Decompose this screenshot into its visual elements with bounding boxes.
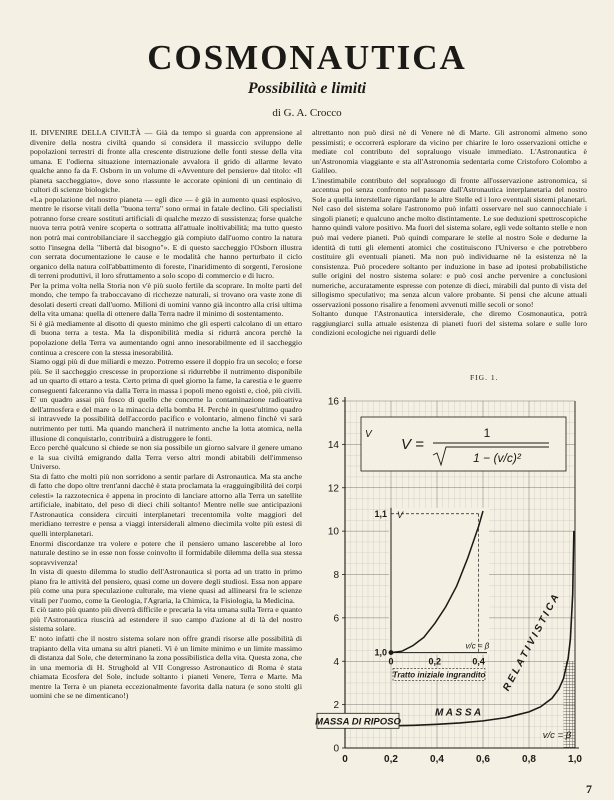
paragraph: L'inestimabile contributo del sopraluogo di fronte all'osservazione astronomica, si accentua poi senza confronto nel passare dall'Astronautica interplanetaria del nostro Sole a quella interstellare riguardante le altre Stelle ed i loro eventuali sistemi planetari. Nel caso del sistema solare l'astronomo può infatti osservare nel suo cannocchiale i singoli pianeti; e qualcuno anche molto distintamente. Le sue deduzioni spettroscopiche hanno quindi valore positivo. Ma fuori del sistema solare, egli vede soltanto stelle e non può mai vedere pianeti. Può quindi comparare le stelle al nostro Sole e dedurne la identità di tutti gli elementi atomici che costituiscono l'Universo e che potrebbero costituire gli eventuali pianeti. Ma non può individuarne nè la esistenza nè la consistenza. Può procedere soltanto per induzione in base ad ipotesi probabilistiche sulle origini del nostro sistema solare: e può così anche pervenire a conclusioni numeriche, accuratamente espresse con potenze di dieci, mirabili dal punto di vista del sillogismo speculativo; ma senza alcun valore probante. Si pensi che alcune attuali osservazioni possono risalire a fenomeni avvenuti mille secoli or sono! — [312, 175, 587, 309]
inset-x-tick-label: 0 — [388, 656, 394, 667]
figure-label: FIG. 1. — [470, 373, 499, 382]
x-tick-label: 0,4 — [430, 754, 444, 765]
paragraph: E' noto infatti che il nostro sistema solare non offre grandi risorse alle possibilità di trapianto della vita umana su altri pianeti. Vi è un limite minimo e un limite massimo di distanza dal Sole, che determinano la zona possibilistica della vita. Questa zona, che in una memoria di H. Strughold al VII Congresso Astronautico di Roma è stata chiamata Ecosfera del Sole, include soltanto i pianeti Venere, Terra e Marte. Ma mentre la Terra è un pianeta eccezionalmente favorita dalla natura (e sono stolti gli uomini che se ne dimenticano!) — [30, 633, 302, 701]
y-axis-label: V — [365, 429, 372, 440]
left-column — [30, 128, 302, 788]
paragraph: Sta di fatto che molti più non sorridono a sentir parlare di Astronautica. Ma sta anche di fatto che dopo oltre trent'anni dacchè è stata proclamata la «ragguingibilità dei corpi celesti» la razzotecnica è appena in procinto di lanciare attorno alla Terra un satellite artificiale, inabitato, del peso di dieci chili soltanto! Mentre nelle sue anticipazioni l'Astronautica considera circuiti interplanetari trecentomila volte maggiori del meridiano terrestre e pensa a viaggi intersiderali almeno diecimila volte più estesi di quelli interplanetari. — [30, 471, 302, 538]
page-number: 7 — [586, 782, 592, 796]
x-axis-label: v/c = β — [542, 730, 572, 742]
paragraph: Soltanto dunque l'Astronautica intersiderale, che diremo Cosmonautica, potrà raggiungiarci sulla attuale esistenza di pianeti fuori del sistema solare e sulle loro condizioni ecologiche nei riguardi delle — [312, 309, 587, 338]
y-tick-label: 0 — [333, 743, 339, 755]
inset-x-tick-label: 0,2 — [428, 656, 442, 667]
y-tick-label: 2 — [333, 700, 339, 712]
y-tick-label: 16 — [327, 396, 339, 408]
x-tick-label: 0,2 — [384, 754, 398, 765]
paragraph: Ecco perchè qualcuno si chiede se non sia possibile un giorno salvare il genere umano e la sua civiltà emigrando dalla Terra verso altri mondi abitabili dell'immenso Universo. — [30, 443, 302, 472]
mass-label: M A S S A — [435, 707, 482, 719]
inset-y-tick-label: 1,0 — [374, 647, 387, 658]
relativistic-label: R E L A T I V I S T I C A — [501, 592, 562, 694]
right-column — [312, 128, 587, 360]
article-subtitle: Possibilità e limiti — [247, 80, 367, 97]
inset-y-label: V — [397, 509, 404, 520]
y-tick-label: 8 — [333, 570, 339, 581]
y-tick-label: 12 — [327, 483, 339, 495]
inset-chart — [374, 508, 489, 681]
article-title: COSMONAUTICA — [147, 38, 467, 77]
y-tick-label: 10 — [327, 526, 339, 538]
x-tick-label: 1,0 — [568, 754, 582, 765]
formula-box — [361, 417, 566, 471]
x-tick-label: 0,8 — [522, 754, 536, 765]
inset-origin-dot — [389, 650, 394, 655]
inset-caption: Tratto iniziale ingrandito — [392, 670, 486, 680]
x-tick-label: 0 — [342, 754, 348, 765]
article-byline: di G. A. Crocco — [272, 107, 342, 119]
inset-background — [389, 508, 489, 655]
paragraph: In vista di questo dilemma lo studio dell'Astronautica si porta ad un tratto in primo piano fra le attività del pensiero, quasi come un dovere degli studiosi. Essa non appare più come una pura speculazione culturale, ma viene quasi ad allinearsi fra le scienze vitali per l'uomo, come la Geologia, l'Agraria, la Chimica, la Fisiologia, la Medicina. — [30, 567, 302, 605]
inset-y-tick-label: 1,1 — [374, 508, 387, 519]
formula-denominator: 1 − (v/c)² — [473, 451, 521, 465]
y-tick-label: 6 — [333, 613, 339, 625]
x-tick-label: 0,6 — [476, 754, 490, 765]
formula-numerator: 1 — [483, 426, 491, 440]
paragraph: Siamo oggi più di due miliardi e mezzo. Potremo essere il doppio fra un secolo; e forse più. Se il saccheggio crescesse in proporzione si ridurrebbe il nutrimento disponibile ad un quarto di ettaro a testa. Certo prima di quel giorno la fame, la carestia e le guerre conseguenti falceranno via dalla Terra in massa i popoli meno egoisti e, cioè, più civili. E' un quadro assai più fosco di quello che concerne la contaminazione radioattiva dell'atmosfera e del mare o la minaccia della bomba H. Perchè in quest'ultimo quadro si intravvede la possibilità dell'accordo pacifico e volontario, almeno finchè vi sarà nutrimento per tutti. Ma quando mancherà il nutrimento anche la lotta atomica, nella illusione di conquistarlo, contribuirà a distruggere le fonti. — [30, 357, 302, 443]
y-tick-label: 14 — [327, 439, 339, 451]
paragraph: IL DIVENIRE DELLA CIVILTÀ — Già da tempo si guarda con apprensione al divenire della nostra civiltà quando si considera il massiccio sviluppo delle popolazioni terrestri di fronte alla crescente distruzione delle fonti stesse della vita umana. E l'odierna situazione internazionale avvalora il grido di allarme levato qualche anno fa da F. Osborn in un volume di «Avventure del pensiero» dal titolo: «Il pianeta saccheggiato», dove sono riassunte le accorate opinioni di un centinaio di cultori di scienze biologiche. — [30, 128, 302, 195]
inset-x-tick-label: 0,4 — [472, 656, 485, 667]
paragraph: Si è già mediamente al disotto di questo minimo che gli esperti calcolano di un ettaro di buona terra a testa. Ma la disponibilità media si ridurrà ancora perchè la popolazione della Terra va aumentando ogni anno inesorabilmente ed il saccheggio continua a crescere con la stessa inesorabilità. — [30, 318, 302, 357]
paragraph: «La popolazione del nostro pianeta — egli dice — è già in aumento quasi esplosivo, mentre le risorse vitali della "buona terra" sono ormai in fatale declino. Gli specialisti potranno forse creare sostituti artificiali di qualche mezzo di sussistenza; forse qualche nuova terra potrà venire scoperta o sottratta all'attuale inoltivabilità; ma tutto questo non potrà mai controbilanciare il saccheggio già compiuto dall'uomo contro la natura sotto l'insegna della "libertà dal bisogno"». E di questo saccheggio l'Osborn illustra con serrata documentazione le cause e le modalità che hanno perturbato il ciclo organico della natura coll'abbattimento di foreste, l'inaridimento di sorgenti, l'erosione di terreni produttivi, il loro sfruttamento a solo scopo di commercio e di lucro. — [30, 194, 302, 281]
inset-x-label: v/c = β — [465, 641, 490, 651]
formula-lhs: V = — [401, 436, 424, 453]
rest-mass-label: MASSA DI RIPOSO — [315, 716, 401, 728]
paragraph: Per la prima volta nella Storia non v'è più suolo fertile da scoprare. In molte parti del mondo, che tempo fa traboccavano di ricchezze naturali, si trovano ora vaste zone di desolati deserti creati dall'uomo. Milioni di uomini vanno già incontro alla crisi ultima della vita umana: quella di ottenere dalla Terra nadre il minimo di sostentamento. — [30, 280, 302, 319]
relativistic-mass-chart — [305, 381, 595, 790]
paragraph: Enormi discordanze tra volere e potere che il pensiero umano lascerebbe al loro naturale destino se in esse non fosse coinvolto il formidabile dilemma della sua stessa sopravvivenza! — [30, 538, 302, 567]
paragraph: altrettanto non può dirsi nè di Venere nè di Marte. Gli astronomi almeno sono pessimisti; e occorrerà esplorare da vicino per chiarire le loro osservazioni ottiche e mediate col contributo del sopraluogo visuale immediato. L'Astronautica è un'Astronomia viaggiante e sta all'Astronomia sedentaria come Cristoforo Colombo a Galileo. — [312, 128, 587, 176]
y-tick-label: 4 — [333, 656, 339, 668]
paragraph: E ciò tanto più quanto più diverrà difficile e precaria la vita umana sulla Terra e quanto più l'Astronautica riuscirà ad estendere il suo campo d'azione al di là del nostro sistema solare. — [30, 605, 302, 634]
